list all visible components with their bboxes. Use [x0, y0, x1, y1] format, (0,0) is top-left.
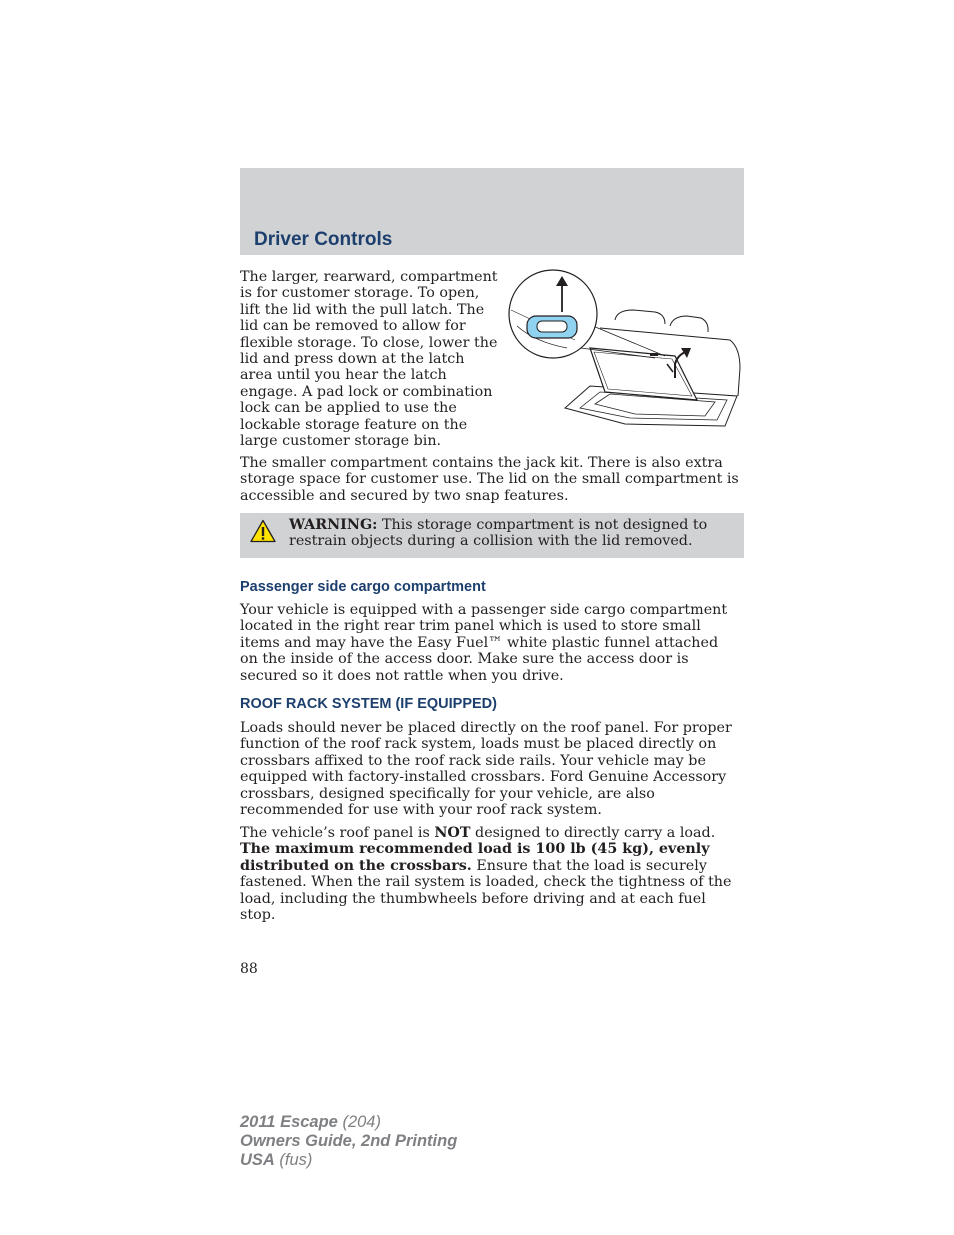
section-title: Driver Controls: [254, 229, 393, 250]
warning-triangle-icon: [250, 519, 276, 543]
footer-line-model: 2011 Escape (204): [240, 1113, 381, 1131]
footer-line-market: USA (fus): [240, 1151, 313, 1169]
roof-load-text-c: designed to directly carry a load.: [470, 825, 716, 841]
heading-passenger-cargo: Passenger side cargo compartment: [240, 579, 486, 595]
roof-load-text-a: The vehicle’s roof panel is: [240, 825, 435, 841]
footer-doc-info: [240, 1113, 457, 1170]
paragraph-roof-load: [240, 825, 742, 923]
warning-message: This storage compartment is not designed to restrain objects during a collision with the lid removed.: [289, 517, 708, 550]
section-header-bar: [240, 168, 744, 255]
cargo-storage-illustration: [505, 268, 745, 440]
roof-load-max: The maximum recommended load is 100 lb (45 kg), evenly distributed on the crossbars.: [240, 841, 710, 874]
paragraph-passenger-cargo: Your vehicle is equipped with a passenger side cargo compartment located in the right rear trim panel which is used to store small items and may have the Easy Fuel™ white plastic funnel attached on the inside of the access door. Make sure the access door is secured so it does not rattle when you drive.: [240, 602, 728, 684]
roof-load-text-e: Ensure that the load is securely fastened. When the rail system is loaded, check the tightness of the load, including the thumbwheels before driving and at each fuel stop.: [240, 857, 732, 924]
paragraph-roof-rack: Loads should never be placed directly on the roof panel. For proper function of the roof rack system, loads must be placed directly on crossbars affixed to the roof rack side rails. Your vehicle may be equipped with factory-installed crossbars. Ford Genuine Accessory crossbars, designed specifically for your vehicle, are also recommended for use with your roof rack system.: [240, 720, 732, 819]
paragraph-small-compartment: The smaller compartment contains the jack kit. There is also extra storage space for customer use. The lid on the small compartment is accessible and secured by two snap features.: [240, 455, 739, 504]
page-number: 88: [240, 961, 258, 977]
footer-line-edition: Owners Guide, 2nd Printing: [240, 1132, 458, 1150]
warning-text: [289, 517, 734, 550]
roof-load-not: NOT: [434, 825, 471, 841]
heading-roof-rack: ROOF RACK SYSTEM (IF EQUIPPED): [240, 696, 497, 712]
warning-label: WARNING:: [289, 517, 378, 533]
paragraph-rear-compartment: The larger, rearward, compartment is for customer storage. To open, lift the lid with the pull latch. The lid can be removed to allow for flexible storage. To close, lower the lid and press down at the latch area until you hear the latch engage. A pad lock or combination lock can be applied to use the lockable storage feature on the large customer storage bin.: [240, 269, 498, 450]
warning-box: [240, 513, 744, 558]
